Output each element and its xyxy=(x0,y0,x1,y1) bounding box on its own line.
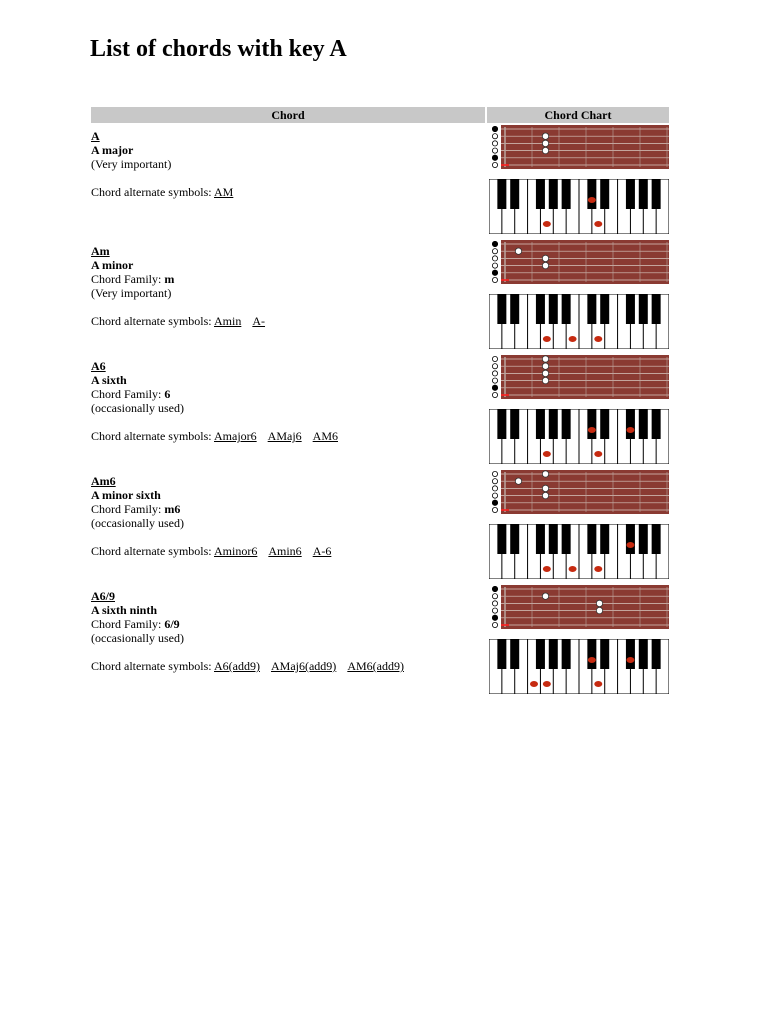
pressed-white-key-dot xyxy=(543,451,551,457)
pressed-black-key-dot xyxy=(588,657,596,663)
chord-symbol-link[interactable]: A6 xyxy=(91,359,106,373)
chord-family-label: Chord Family: xyxy=(91,502,162,516)
black-key xyxy=(600,179,609,209)
chord-row xyxy=(91,353,669,468)
chord-info-cell xyxy=(91,123,485,238)
string-marker xyxy=(492,378,497,383)
chord-chart-cell xyxy=(487,353,669,468)
black-key xyxy=(639,179,648,209)
alt-symbol-link[interactable]: Amin6 xyxy=(268,544,302,558)
pressed-white-key-dot xyxy=(569,336,577,342)
open-string-marker xyxy=(492,586,498,592)
alt-symbol-link[interactable]: AMaj6(add9) xyxy=(270,659,337,673)
alt-symbol-link[interactable]: A6(add9) xyxy=(214,659,260,673)
chord-row xyxy=(91,123,669,238)
chord-usage: (occasionally used) xyxy=(91,631,184,645)
chart-column-header: Chord Chart xyxy=(487,107,669,123)
alts-label: Chord alternate symbols: xyxy=(91,185,212,199)
alts-label: Chord alternate symbols: xyxy=(91,314,212,328)
alts-label: Chord alternate symbols: xyxy=(91,429,212,443)
chord-name: A minor sixth xyxy=(91,488,161,502)
open-string-marker xyxy=(492,270,498,276)
open-string-marker xyxy=(492,500,498,506)
chord-chart-cell xyxy=(487,238,669,353)
open-string-marker xyxy=(492,155,498,161)
finger-position-dot xyxy=(596,600,602,606)
fretboard-background xyxy=(489,585,669,629)
pressed-black-key-dot xyxy=(588,427,596,433)
black-key xyxy=(536,409,545,439)
finger-position-dot xyxy=(542,140,548,146)
black-key xyxy=(639,639,648,669)
pressed-black-key-dot xyxy=(626,427,634,433)
string-marker xyxy=(492,141,497,146)
black-key xyxy=(549,524,558,554)
chord-row xyxy=(91,468,669,583)
black-key xyxy=(510,639,519,669)
chord-alternate-symbols xyxy=(91,314,485,328)
black-key xyxy=(562,409,571,439)
string-marker xyxy=(492,486,497,491)
string-marker xyxy=(492,364,497,369)
black-key xyxy=(536,639,545,669)
alts-label: Chord alternate symbols: xyxy=(91,659,212,673)
black-key xyxy=(639,524,648,554)
black-key xyxy=(600,409,609,439)
alt-symbol-link[interactable]: Amajor6 xyxy=(214,429,257,443)
chord-info-cell xyxy=(91,238,485,353)
chord-alternate-symbols xyxy=(91,429,485,443)
black-key xyxy=(652,294,661,324)
chord-chart-cell xyxy=(487,123,669,238)
chord-family-value: 6/9 xyxy=(164,617,180,631)
black-key xyxy=(562,179,571,209)
black-key xyxy=(626,524,635,554)
finger-position-dot xyxy=(515,248,521,254)
pressed-white-key-dot xyxy=(594,451,602,457)
piano-keyboard-diagram xyxy=(489,409,669,464)
black-key xyxy=(626,179,635,209)
alt-symbol-link[interactable]: Amin xyxy=(214,314,242,328)
black-key xyxy=(652,524,661,554)
chord-family-value: m6 xyxy=(164,502,181,516)
alt-symbol-link[interactable]: AM6 xyxy=(312,429,338,443)
black-key xyxy=(510,294,519,324)
black-key xyxy=(497,294,506,324)
chord-family-value: m xyxy=(164,272,175,286)
chord-family xyxy=(91,617,485,631)
black-key xyxy=(587,409,596,439)
chord-name: A sixth ninth xyxy=(91,603,158,617)
pressed-white-key-dot xyxy=(569,566,577,572)
open-string-marker xyxy=(492,126,498,132)
finger-position-dot xyxy=(515,478,521,484)
chord-table xyxy=(89,107,671,698)
pressed-white-key-dot xyxy=(543,681,551,687)
string-marker xyxy=(492,601,497,606)
alt-symbol-link[interactable]: Aminor6 xyxy=(214,544,258,558)
chord-usage: (occasionally used) xyxy=(91,401,184,415)
guitar-fretboard-diagram xyxy=(489,240,669,284)
chord-family xyxy=(91,387,485,401)
guitar-fretboard-diagram xyxy=(489,470,669,514)
finger-position-dot xyxy=(542,262,548,268)
string-marker xyxy=(492,507,497,512)
pressed-white-key-dot xyxy=(594,336,602,342)
pressed-black-key-dot xyxy=(588,197,596,203)
guitar-fretboard-diagram xyxy=(489,585,669,629)
black-key xyxy=(549,639,558,669)
alts-label: Chord alternate symbols: xyxy=(91,544,212,558)
alt-symbol-link[interactable]: A- xyxy=(252,314,266,328)
chord-chart-cell xyxy=(487,468,669,583)
black-key xyxy=(510,409,519,439)
chord-usage: (Very important) xyxy=(91,286,172,300)
black-key xyxy=(562,524,571,554)
fretboard-background xyxy=(489,125,669,169)
finger-position-dot xyxy=(542,492,548,498)
open-string-marker xyxy=(492,615,498,621)
string-marker xyxy=(492,371,497,376)
black-key xyxy=(549,179,558,209)
black-key xyxy=(497,639,506,669)
chord-usage: (Very important) xyxy=(91,157,172,171)
chord-info-cell xyxy=(91,583,485,698)
pressed-white-key-dot xyxy=(543,336,551,342)
finger-position-dot xyxy=(542,485,548,491)
piano-keyboard-diagram xyxy=(489,524,669,579)
chord-name: A sixth xyxy=(91,373,127,387)
black-key xyxy=(652,409,661,439)
string-marker xyxy=(492,594,497,599)
finger-position-dot xyxy=(542,147,548,153)
string-marker xyxy=(492,256,497,261)
black-key xyxy=(652,639,661,669)
string-marker xyxy=(492,622,497,627)
chord-symbol-link[interactable]: A xyxy=(91,129,100,143)
pressed-white-key-dot xyxy=(543,221,551,227)
alt-symbol-link[interactable]: AM xyxy=(214,185,234,199)
black-key xyxy=(536,524,545,554)
finger-position-dot xyxy=(542,133,548,139)
piano-keyboard-diagram xyxy=(489,639,669,694)
finger-position-dot xyxy=(542,356,548,362)
black-key xyxy=(600,639,609,669)
piano-keyboard-diagram xyxy=(489,294,669,349)
chord-info-cell xyxy=(91,468,485,583)
black-key xyxy=(639,294,648,324)
finger-position-dot xyxy=(542,363,548,369)
black-key xyxy=(536,294,545,324)
pressed-black-key-dot xyxy=(626,657,634,663)
chord-info-cell xyxy=(91,353,485,468)
black-key xyxy=(510,524,519,554)
black-key xyxy=(587,294,596,324)
string-marker xyxy=(492,608,497,613)
finger-position-dot xyxy=(542,377,548,383)
piano-keyboard-diagram xyxy=(489,179,669,234)
string-marker xyxy=(492,479,497,484)
black-key xyxy=(536,179,545,209)
black-key xyxy=(600,294,609,324)
chord-family-label: Chord Family: xyxy=(91,617,162,631)
chord-symbol-link[interactable]: A6/9 xyxy=(91,589,115,603)
alt-symbol-link[interactable]: AMaj6 xyxy=(267,429,302,443)
black-key xyxy=(652,179,661,209)
black-key xyxy=(497,409,506,439)
black-key xyxy=(562,639,571,669)
fretboard-background xyxy=(489,240,669,284)
black-key xyxy=(587,524,596,554)
string-marker xyxy=(492,493,497,498)
open-string-marker xyxy=(492,385,498,391)
chord-usage: (occasionally used) xyxy=(91,516,184,530)
chord-chart-cell xyxy=(487,583,669,698)
black-key xyxy=(549,294,558,324)
finger-position-dot xyxy=(542,255,548,261)
pressed-white-key-dot xyxy=(543,566,551,572)
finger-position-dot xyxy=(542,593,548,599)
string-marker xyxy=(492,263,497,268)
chord-family-label: Chord Family: xyxy=(91,387,162,401)
chord-column-header: Chord xyxy=(91,107,485,123)
black-key xyxy=(497,524,506,554)
chord-row xyxy=(91,583,669,698)
chord-alternate-symbols xyxy=(91,659,485,673)
chord-symbol-link[interactable]: Am xyxy=(91,244,110,258)
alt-symbol-link[interactable]: AM6(add9) xyxy=(347,659,404,673)
string-marker xyxy=(492,471,497,476)
chord-family xyxy=(91,502,485,516)
black-key xyxy=(626,639,635,669)
string-marker xyxy=(492,134,497,139)
guitar-fretboard-diagram xyxy=(489,355,669,399)
chord-alternate-symbols xyxy=(91,185,485,199)
string-marker xyxy=(492,249,497,254)
finger-position-dot xyxy=(542,370,548,376)
black-key xyxy=(510,179,519,209)
black-key xyxy=(639,409,648,439)
black-key xyxy=(562,294,571,324)
pressed-white-key-dot xyxy=(594,681,602,687)
chord-name: A minor xyxy=(91,258,134,272)
chord-family-label: Chord Family: xyxy=(91,272,162,286)
finger-position-dot xyxy=(542,471,548,477)
string-marker xyxy=(492,392,497,397)
open-string-marker xyxy=(492,241,498,247)
string-marker xyxy=(492,277,497,282)
pressed-white-key-dot xyxy=(530,681,538,687)
guitar-fretboard-diagram xyxy=(489,125,669,169)
black-key xyxy=(587,179,596,209)
string-marker xyxy=(492,162,497,167)
fretboard-background xyxy=(489,470,669,514)
black-key xyxy=(497,179,506,209)
alt-symbol-link[interactable]: A-6 xyxy=(312,544,332,558)
chord-family-value: 6 xyxy=(164,387,171,401)
page-title: List of chords with key A xyxy=(90,36,347,62)
string-marker xyxy=(492,356,497,361)
chord-row xyxy=(91,238,669,353)
chord-family xyxy=(91,272,485,286)
black-key xyxy=(600,524,609,554)
chord-alternate-symbols xyxy=(91,544,485,558)
pressed-black-key-dot xyxy=(626,542,634,548)
string-marker xyxy=(492,148,497,153)
black-key xyxy=(626,294,635,324)
finger-position-dot xyxy=(596,607,602,613)
pressed-white-key-dot xyxy=(594,221,602,227)
chord-symbol-link[interactable]: Am6 xyxy=(91,474,116,488)
chord-name: A major xyxy=(91,143,134,157)
black-key xyxy=(587,639,596,669)
black-key xyxy=(626,409,635,439)
pressed-white-key-dot xyxy=(594,566,602,572)
black-key xyxy=(549,409,558,439)
fretboard-background xyxy=(489,355,669,399)
